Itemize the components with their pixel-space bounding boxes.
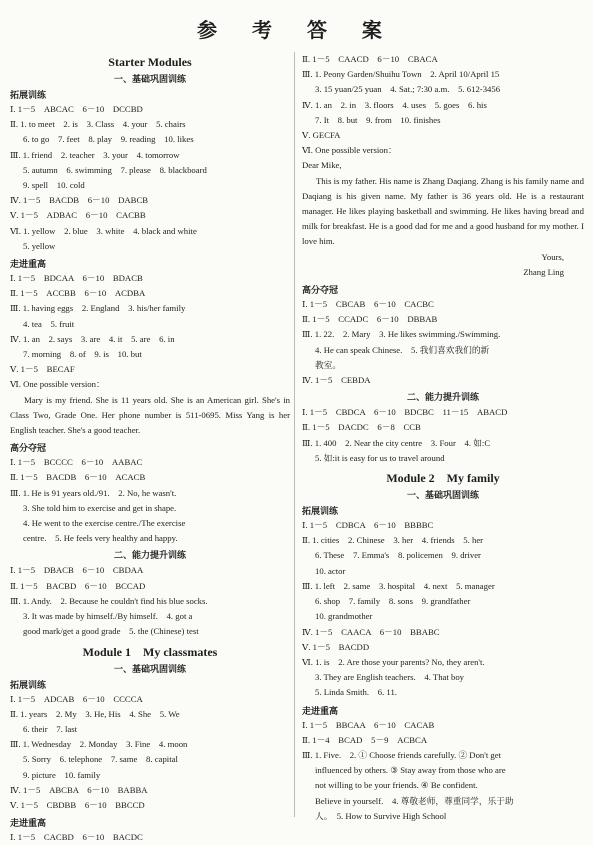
answer-line-continued: 7. It 8. but 9. from 10. finishes xyxy=(315,114,441,125)
section-heading: 一、基础巩固训练 xyxy=(406,490,479,501)
answer-line-continued: 10. actor xyxy=(315,565,346,576)
answer-line: Ⅰ. 1－5 CDBCA 6－10 BBBBC xyxy=(302,520,434,531)
category-label: 拓展训练 xyxy=(302,507,339,518)
module-heading: Starter Modules xyxy=(108,55,192,69)
answer-line: Ⅲ. 1. friend 2. teacher 3. your 4. tomorrow xyxy=(10,149,180,160)
answer-line-continued: 3. It was made by himself./By himself. 4. got a xyxy=(23,611,193,622)
answer-line-continued: 5. yellow xyxy=(23,240,56,251)
category-label: 高分夺冠 xyxy=(302,286,339,297)
answer-line: Ⅲ. 1. Peony Garden/Shuihu Town 2. April 10/April 15 xyxy=(302,69,500,80)
signature-line: Yours, xyxy=(541,251,564,262)
answer-line-continued: 人。 5. How to Survive High School xyxy=(315,810,447,821)
answer-line-continued: 5. 如:it is easy for us to travel around xyxy=(315,452,445,463)
answer-line-continued: 9. spell 10. cold xyxy=(23,180,85,191)
answer-line: Ⅱ. 1－5 DACDC 6－8 CCB xyxy=(302,422,421,433)
answer-line: Ⅰ. 1－5 BCCCC 6－10 AABAC xyxy=(10,457,143,468)
category-label: 走进重高 xyxy=(10,819,47,830)
answer-line: Ⅲ. 1. He is 91 years old./91. 2. No, he wasn't. xyxy=(10,487,177,498)
answer-line: Ⅲ. 1. 400 2. Near the city centre 3. Four 4. 如:C xyxy=(302,437,491,448)
answer-line-continued: 4. He can speak Chinese. 5. 我们喜欢我们的新 xyxy=(315,344,490,355)
column-divider xyxy=(294,52,295,817)
answer-line: Ⅱ. 1－5 BACBD 6－10 BCCAD xyxy=(10,580,146,591)
answer-line-continued: 6. their 7. last xyxy=(23,723,78,734)
answer-line: Ⅳ. 1－5 ABCBA 6－10 BABBA xyxy=(10,784,148,795)
answer-line-continued: 6. shop 7. family 8. sons 9. grandfather xyxy=(315,596,471,607)
section-heading: 二、能力提升训练 xyxy=(406,392,479,403)
answer-line-continued: 3. They are English teachers. 4. That boy xyxy=(315,672,465,683)
category-label: 走进重高 xyxy=(302,706,339,717)
answer-line: Ⅲ. 1. Andy. 2. Because he couldn't find his blue socks. xyxy=(10,595,208,606)
answer-line: Ⅱ. 1－5 BACDB 6－10 ACACB xyxy=(10,472,146,483)
answer-line: Ⅵ. One possible version： xyxy=(302,145,397,156)
answer-line: Ⅲ. 1. Five. 2. ① Choose friends carefully. ② Don't get xyxy=(302,749,502,760)
answer-line: Ⅰ. 1－5 CBDCA 6－10 BDCBC 11－15 ABACD xyxy=(302,407,508,418)
answer-line: Ⅲ. 1. having eggs 2. England 3. his/her family xyxy=(10,303,186,314)
answer-line-continued: 9. picture 10. family xyxy=(23,769,101,780)
answer-line: Ⅵ. One possible version： xyxy=(10,379,105,390)
module-heading: Module 2 My family xyxy=(386,471,500,486)
answer-line: Ⅳ. 1－5 CAACA 6－10 BBABC xyxy=(302,626,440,637)
answer-line-continued: centre. 5. He feels very healthy and happy. xyxy=(23,533,178,544)
answer-line-continued: Believe in yourself. 4. 尊敬老师，尊重同学，乐于助 xyxy=(315,795,514,806)
answer-line-continued: influenced by others. ③ Stay away from those who are xyxy=(315,765,506,776)
answer-line-continued: 10. grandmother xyxy=(315,611,373,622)
essay-paragraph: Mary is my friend. She is 11 years old. She is an American girl. She's in Class Two, Grade One. Her phone number is 511-0695. Miss Yang is her English teacher. She's a good teacher. xyxy=(10,394,290,436)
answer-line: Ⅳ. 1－5 CEBDA xyxy=(302,375,371,386)
answer-line-continued: 教室。 xyxy=(315,359,342,370)
answer-line-continued: 6. to go 7. feet 8. play 9. reading 10. likes xyxy=(23,134,194,145)
answer-line: Ⅴ. 1－5 CBDBB 6－10 BBCCD xyxy=(10,799,145,810)
answer-line: Ⅱ. 1－5 CAACD 6－10 CBACA xyxy=(302,54,438,64)
answer-line-continued: 3. 15 yuan/25 yuan 4. Sat.; 7:30 a.m. 5. 612-3456 xyxy=(315,84,501,95)
answer-line-continued: not willing to be your friends. ④ Be confident. xyxy=(315,780,478,791)
answer-line: Ⅳ. 1. an 2. in 3. floors 4. uses 5. goes 6. his xyxy=(302,99,487,110)
answer-line-continued: 5. autumn 6. swimming 7. please 8. blackboard xyxy=(23,164,207,175)
answer-line-continued: 6. These 7. Emma's 8. policemen 9. driver xyxy=(315,550,481,561)
answer-line-continued: 3. She told him to exercise and get in shape. xyxy=(23,502,177,513)
module-heading: Module 1 My classmates xyxy=(82,644,218,659)
category-label: 高分夺冠 xyxy=(10,444,47,455)
answer-line-continued: 5. Linda Smith. 6. 11. xyxy=(315,687,397,698)
answer-line: Ⅵ. 1. yellow 2. blue 3. white 4. black and white xyxy=(10,225,197,236)
answer-line: Ⅵ. 1. is 2. Are those your parents? No, they aren't. xyxy=(302,656,485,667)
category-label: 拓展训练 xyxy=(10,680,47,691)
answer-line-continued: 7. morning 8. of 9. is 10. but xyxy=(23,349,142,360)
answer-line: Ⅲ. 1. Wednesday 2. Monday 3. Fine 4. moon xyxy=(10,739,188,750)
answer-line: Ⅳ. 1－5 BACDB 6－10 DABCB xyxy=(10,195,149,206)
left-column xyxy=(10,52,290,845)
answer-line: Ⅳ. 1. an 2. says 3. are 4. it 5. are 6. in xyxy=(10,333,175,344)
right-column xyxy=(302,52,584,824)
answer-line: Ⅴ. 1－5 ADBAC 6－10 CACBB xyxy=(10,210,146,221)
category-label: 拓展训练 xyxy=(10,91,47,101)
answer-line: Ⅰ. 1－5 DBACB 6－10 CBDAA xyxy=(10,565,144,576)
answer-line: Ⅱ. 1－4 BCAD 5－9 ACBCA xyxy=(302,734,428,745)
answer-line-continued: 4. tea 5. fruit xyxy=(23,318,75,329)
answer-line: Ⅲ. 1. left 2. same 3. hospital 4. next 5. manager xyxy=(302,580,495,591)
answer-line: Ⅰ. 1－5 ABCAC 6－10 DCCBD xyxy=(10,104,143,114)
answer-line: Ⅱ. 1－5 CCADC 6－10 DBBAB xyxy=(302,314,438,325)
answer-line: Ⅴ. GECFA xyxy=(302,130,341,141)
answer-line: Ⅱ. 1. years 2. My 3. He, His 4. She 5. We xyxy=(10,708,180,719)
answer-line: Ⅰ. 1－5 CBCAB 6－10 CACBC xyxy=(302,299,434,310)
answer-line-continued: good mark/get a good grade 5. the (Chinese) test xyxy=(23,626,199,637)
category-label: 走进重高 xyxy=(10,260,47,271)
answer-line: Dear Mike, xyxy=(302,160,342,171)
answer-line: Ⅲ. 1. 22. 2. Mary 3. He likes swimming./Swimming. xyxy=(302,329,501,340)
answer-line: Ⅰ. 1－5 BBCAA 6－10 CACAB xyxy=(302,719,435,730)
answer-line: Ⅰ. 1－5 BDCAA 6－10 BDACB xyxy=(10,273,143,284)
page-title: 参 考 答 案 xyxy=(197,18,396,42)
section-heading: 二、能力提升训练 xyxy=(113,550,186,561)
answer-line: Ⅱ. 1. cities 2. Chinese 3. her 4. friends 5. her xyxy=(302,535,484,546)
answer-line-continued: 4. He went to the exercise centre./The exercise xyxy=(23,518,186,529)
signature-line: Zhang Ling xyxy=(523,266,564,277)
answer-line: Ⅱ. 1－5 ACCBB 6－10 ACDBA xyxy=(10,288,146,299)
answer-line: Ⅰ. 1－5 CACBD 6－10 BACDC xyxy=(10,832,143,843)
answer-line: Ⅰ. 1－5 ADCAB 6－10 CCCCA xyxy=(10,693,143,704)
section-heading: 一、基础巩固训练 xyxy=(113,663,186,674)
section-heading: 一、基础巩固训练 xyxy=(113,74,186,84)
answer-line-continued: 5. Sorry 6. telephone 7. same 8. capital xyxy=(23,754,178,765)
essay-paragraph: This is my father. His name is Zhang Daqiang. Zhang is his family name and Daqiang is his given name. My father is 36 years old. He is a restaurant manager. He likes playing basketball and swimming. He likes having bread and milk for breakfast. He is a good dad for me and a good husband for my mother. I love him. xyxy=(302,175,584,247)
answer-line: Ⅴ. 1－5 BACDD xyxy=(302,641,370,652)
answer-line: Ⅱ. 1. to meet 2. is 3. Class 4. your 5. chairs xyxy=(10,119,186,130)
answer-line: Ⅴ. 1－5 BECAF xyxy=(10,364,75,375)
